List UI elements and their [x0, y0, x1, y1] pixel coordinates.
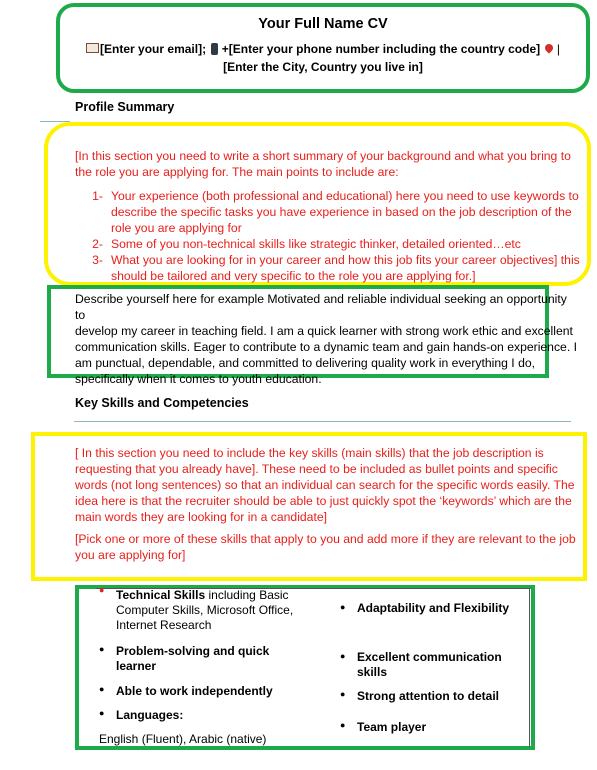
profile-points — [75, 188, 585, 284]
skills-instructions: [ In this section you need to include the key skills (main skills) that the job description is requesting that you already have]. These need to be included as bullet points and specific words (not long sentences) so that an individual can search for the specific words easily. The idea here is that the recruiter should be able to just quickly spot the ‘keywords’ which are the main words they are looking for in a candidate] — [75, 446, 575, 524]
skill-bullet: ● — [99, 585, 105, 595]
point-text: Some of you non-technical skills like strategic thinker, detailed oriented…etc — [111, 237, 521, 251]
skill-problem-solving: Problem-solving and quick learner — [116, 644, 270, 673]
skill-languages: Languages: — [116, 708, 184, 722]
skill-attention-detail: Strong attention to detail — [357, 689, 499, 703]
point-number: 3- — [92, 253, 103, 267]
phone-placeholder: +[Enter your phone number including the country code] — [221, 42, 541, 56]
skill-technical: Technical Skills including Basic Computer Skills, Microsoft Office, Internet Research — [116, 588, 294, 632]
key-skills-heading: Key Skills and Competencies — [75, 396, 249, 410]
skill-bullet: ● — [340, 602, 346, 612]
email-placeholder: [Enter your email]; — [100, 42, 207, 56]
section-divider — [74, 421, 571, 422]
skill-bullet: ● — [99, 708, 105, 718]
profile-summary-heading: Profile Summary — [75, 100, 175, 114]
envelope-icon — [86, 43, 99, 53]
profile-example-text[interactable]: Describe yourself here for example Motivated and reliable individual seeking an opportunity to develop my career in teaching field. I am a quick learner with strong work ethic and excellent communication skills. Eager to contribute to a dynamic team and gain hands-on experience. I am punctual, dependable, and committed to delivering quality work in everything I do, specifically when it comes to youth education. — [75, 292, 577, 386]
skill-bullet: ● — [99, 644, 105, 654]
phone-icon — [211, 43, 218, 55]
skill-languages-value: English (Fluent), Arabic (native) — [99, 732, 267, 746]
pin-icon — [544, 42, 555, 53]
skills-pick-instructions: [Pick one or more of these skills that apply to you and add more if they are relevant to the job you are applying for] — [75, 532, 576, 562]
point-text: Your experience (both professional and educational) here you need to use keywords to describe the specific tasks you have experience in based on the job description of the role you are applying for — [111, 189, 579, 235]
city-placeholder: [Enter the City, Country you live in] — [223, 60, 423, 74]
separator: | — [556, 42, 560, 56]
skill-independent: Able to work independently — [116, 684, 273, 698]
skill-bullet: ● — [340, 720, 346, 730]
point-text: What you are looking for in your career and how this job fits your career objectives] this should be tailored and very specific to the role you are applying for.] — [111, 253, 580, 283]
profile-instructions: [In this section you need to write a short summary of your background and what you bring to the role you are applying for. The main points to include are: — [75, 149, 571, 179]
contact-line — [56, 42, 590, 56]
point-number: 2- — [92, 237, 103, 251]
cv-name: Your Full Name CV — [258, 16, 388, 32]
point-number: 1- — [92, 189, 103, 203]
skill-team-player: Team player — [357, 720, 427, 734]
skill-bullet: ● — [340, 689, 346, 699]
skill-bullet: ● — [340, 651, 346, 661]
skill-communication: Excellent communication skills — [357, 650, 502, 679]
skill-bullet: ● — [99, 684, 105, 694]
skill-adaptability: Adaptability and Flexibility — [357, 601, 510, 615]
